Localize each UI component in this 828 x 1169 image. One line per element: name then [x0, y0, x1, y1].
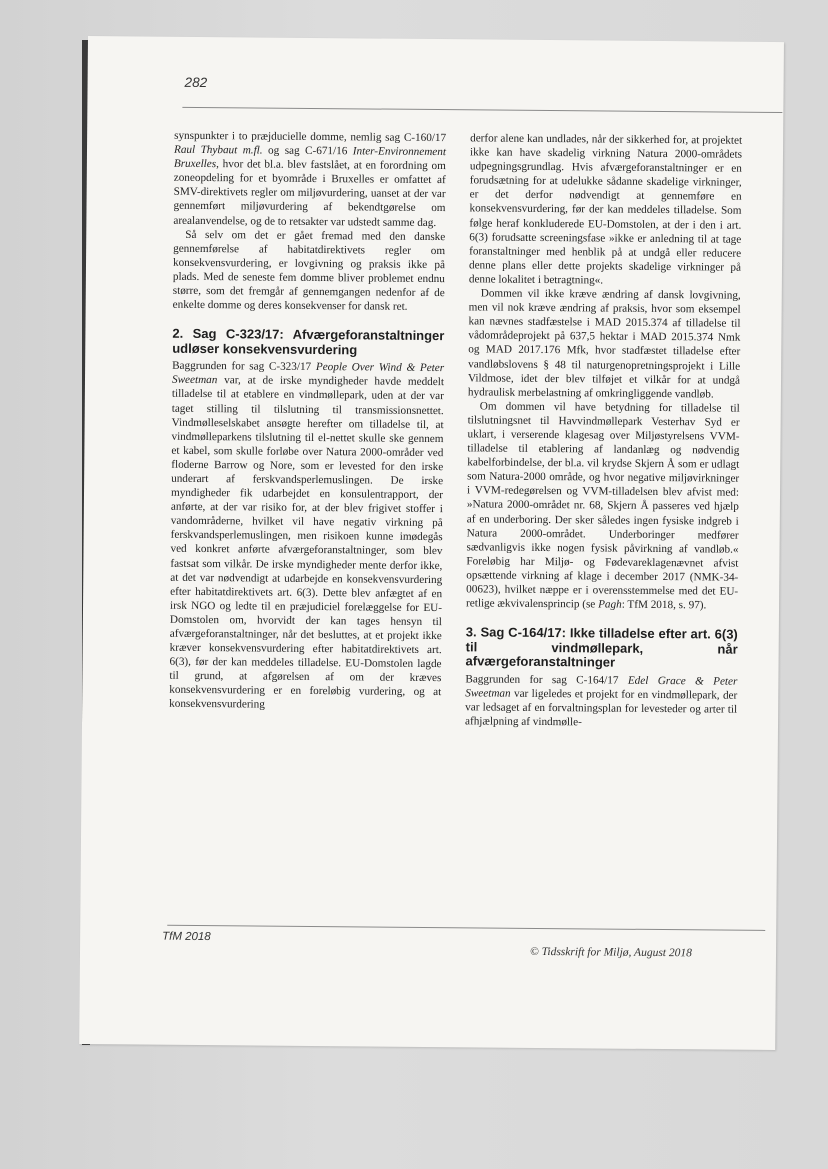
right-column: [465, 131, 742, 730]
text: : TfM 2018, s. 97).: [621, 598, 707, 612]
left-column: [169, 129, 446, 714]
left-paragraph-1: [173, 129, 446, 230]
text: var ligeledes et projekt for en vindmøllepark, der var ledsaget af en forvaltningsplan for levesteder og arter til afhjælpning af vindmølle-: [464, 687, 738, 729]
document-page: [79, 36, 784, 1050]
text: var, at de irske myndigheder havde meddelt tilladelse til at etablere en vindmøllepark, uden at der var taget stilling til tilslutning til transmissionsnettet. Vindmølleselskabet ansøgte herefter om tilladelse til, at vindmølleparkens tilslutning til el-nettet skulle ske gennem et kabel, som skulle forløbe over Natura 2000-områder ved floderne Barrow og Nore, som er levested for den irske underart af ferskvandsperlemuslingen. De irske myndigheder fik udarbejdet en konsulentrapport, der anførte, at der var risiko for, at der blev frigivet stoffer i vandområderne, hvilket vil have negativ virkning på ferskvandsperlemuslingen, men risikoen kunne imødegås ved konkret anførte afværgeforanstaltninger, som blev fastsat som vilkår. De irske myndigheder mente derfor ikke, at det var nødvendigt at udarbejde en konsekvensvurdering efter habitatdirektivets art. 6(3). Dette blev anfægtet af en irsk NGO og ledte til en præjudiciel forelæggelse for EU-Domstolen om, hvorvidt der kan tages hensyn til afværgeforanstaltninger, når det besluttes, at et projekt ikke kræver konsekvensvurdering efter habitatdirektivets art. 6(3), før der kan meddeles tilladelse. EU-Domstolen lagde til grund, at afgørelsen af om der kræves konsekvensvurdering er en foreløbig vurdering, og at konsekvensvurdering: [169, 374, 445, 712]
text: synspunkter i to præjducielle domme, nemlig sag C-160/17: [174, 129, 447, 145]
right-paragraph-4: [465, 672, 737, 731]
text: Baggrunden for sag C-164/17: [465, 673, 628, 687]
left-paragraph-2: Så selv om det er gået fremad med den danske gennemførelse af habitatdirektivets regler om konsekvensvurdering, er lovgivning og praksis ikke på plads. Med de seneste fem domme bliver problemet endnu større, som det fremgår af gennemgangen nedenfor af de enkelte domme og deres konsekvenser for dansk ret.: [172, 228, 446, 313]
case-name: Inter-Environnement Bruxelles: [173, 145, 447, 171]
case-name: Edel Grace & Peter Sweetman: [465, 674, 738, 700]
footer-rule: [167, 925, 765, 931]
text: , hvor det bl.a. blev fastslået, at en forordning om zoneopdeling for et byområde i Bruxelles er omfattet af SMV-direktivets regler om miljøvurdering, uanset at der var gennemført miljøvurdering af bekendtgørelse om arealanvendelse, og de to retsakter var udstedt samme dag.: [173, 158, 446, 229]
text: og sag C-671/16: [262, 144, 353, 158]
author-reference: Pagh: [598, 598, 622, 611]
page-number: 282: [184, 74, 208, 91]
case-name: Raul Thybaut m.fl.: [173, 143, 263, 157]
text: Baggrunden for sag C-323/17: [172, 359, 316, 374]
right-paragraph-1: derfor alene kan undlades, når der sikkerhed for, at projektet ikke kan have skadelig virkning Natura 2000-områdets udpegningsgrundlag. Hvis afværgeforanstaltninger er en forudsætning for at udelukke sådanne skadelige virkninger, er det derfor nødvendigt at gennemføre en konsekvensvurdering, før der kan meddeles tilladelse. Som følge heraf konkluderede EU-Domstolen, at der i den i art. 6(3) forudsatte screeningsfase »ikke er anledning til at tage foranstaltninger med henblik på at undgå eller reducere denne plans eller dette projekts skadelige virkninger på denne lokalitet i betragtning«.: [468, 132, 743, 287]
section-heading-2: 2. Sag C-323/17: Afværgeforanstaltninger udløser konsekvensvurdering: [172, 325, 445, 358]
left-paragraph-3: [169, 359, 444, 714]
footer-journal: TfM 2018: [162, 930, 211, 944]
section-heading-3: 3. Sag C-164/17: Ikke tilladelse efter art. 6(3) til vindmøllepark, når afværgeforanstaltninger: [465, 624, 738, 670]
right-paragraph-2: Dommen vil ikke kræve ændring af dansk lovgivning, men vil nok kræve ændring af praksis, hvor som eksempel kan nævnes stadfæstelse i MAD 2015.374 af tilladelse til vådområdeprojekt på 637,5 hektar i MAD 2015.374 Nmk og MAD 2017.176 Mfk, hvor stadfæstet tilladelse efter vandløbslovens § 48 til naturgenopretningsprojekt i Lille Vildmose, idet der blev tilføjet et vilkår for at undgå hydraulisk merbelastning af omkringliggende vandløb.: [467, 287, 741, 401]
footer-copyright: © Tidsskrift for Miljø, August 2018: [529, 945, 692, 960]
header-rule: [182, 107, 782, 113]
text: Om dommen vil have betydning for tilladelse til tilslutningsnet til Havvindmøllepark Vesterhav Syd er uklart, i verserende klagesag over Miljøstyrelsens VVM-tilladelse til etablering af landanlæg og nødvendig kabelforbindelse, der bl.a. vil krydse Skjern Å som er udlagt som Natura-2000 område, og hvor negative miljøvirkninger i VVM-redegørelsen og VVM-tilladelsen blev afvist med: »Natura 2000-området nr. 68, Skjern Å passeres ved hjælp af en underboring. Der sker således ingen fysiske indgreb i Natura 2000-området. Underboringer medfører sædvanligvis ikke nogen fysisk påvirkning af vandløb.« Foreløbig har Miljø- og Fødevareklagenævnet afvist opsættende virkning af klage i december 2017 (NMK-34-00623), hvilket næppe er i overensstemmelse med det EU-retlige ækvivalensprincip (se: [466, 400, 740, 611]
right-paragraph-3: [466, 399, 740, 613]
case-name: People Over Wind & Peter Sweetman: [171, 361, 445, 387]
